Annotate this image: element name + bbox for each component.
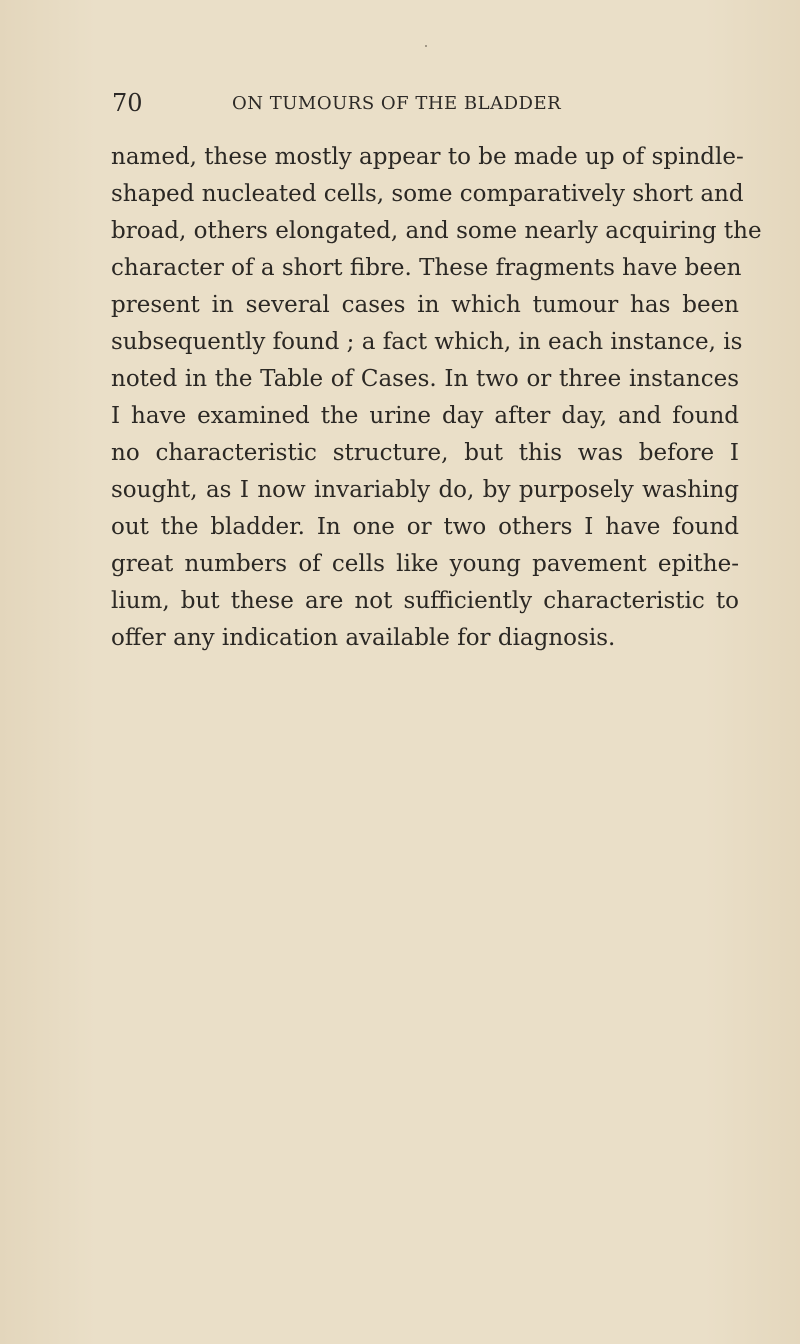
- text-line: subsequently found ; a fact which, in each instance, is: [111, 329, 743, 355]
- text-line: named, these mostly appear to be made up of spindle-: [111, 144, 744, 170]
- text-line: out the bladder. In one or two others I have found: [111, 514, 739, 540]
- text-line: character of a short fibre. These fragments have been: [111, 255, 742, 281]
- text-line: present in several cases in which tumour has been: [111, 292, 739, 318]
- text-line: I have examined the urine day after day, and found: [111, 403, 739, 429]
- text-line: offer any indication available for diagnosis.: [111, 625, 616, 651]
- text-line: noted in the Table of Cases. In two or three instances: [111, 366, 739, 392]
- text-line: no characteristic structure, but this was before I: [111, 440, 739, 466]
- paper-speck: [425, 45, 427, 47]
- body-paragraph: [111, 139, 762, 657]
- text-line: great numbers of cells like young pavement epithe-: [111, 551, 739, 577]
- text-line: shaped nucleated cells, some comparatively short and: [111, 181, 744, 207]
- text-line: broad, others elongated, and some nearly acquiring the: [111, 218, 762, 244]
- page-number: 70: [112, 89, 143, 117]
- text-line: lium, but these are not sufficiently characteristic to: [111, 588, 739, 614]
- text-line: sought, as I now invariably do, by purposely washing: [111, 477, 739, 503]
- page-header: [112, 88, 742, 118]
- running-head: ON TUMOURS OF THE BLADDER: [232, 93, 562, 114]
